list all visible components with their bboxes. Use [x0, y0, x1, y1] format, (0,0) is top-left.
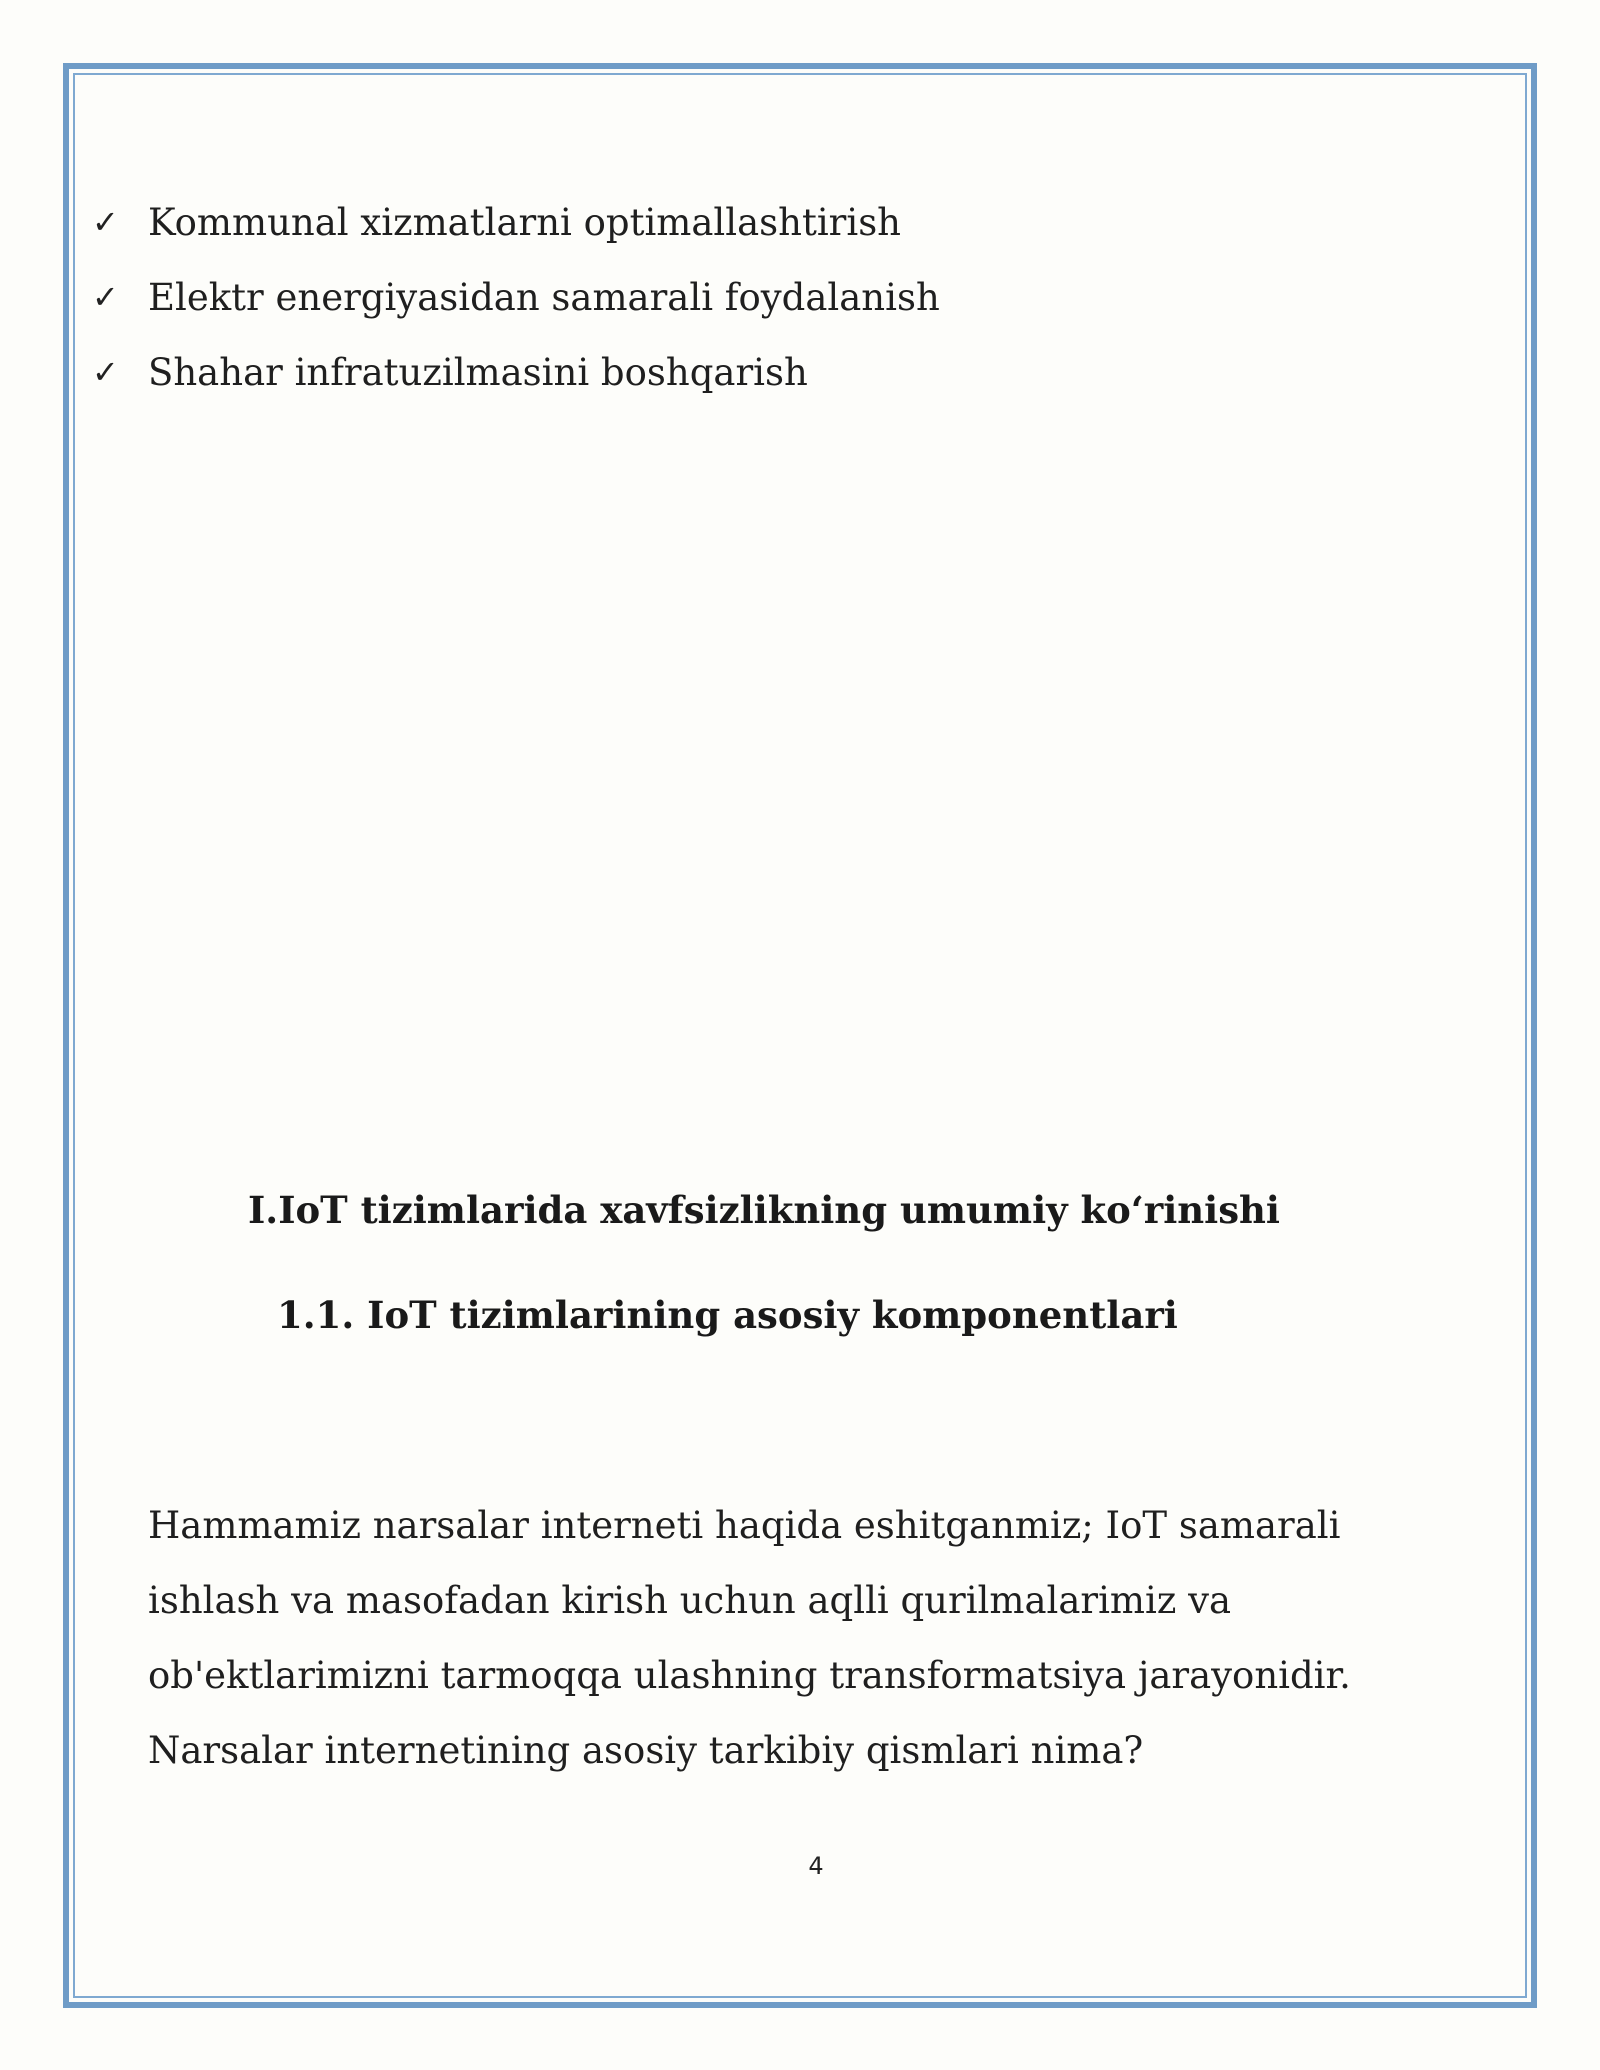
- checkmark-icon: ✓: [92, 278, 119, 316]
- list-item-label: Elektr energiyasidan samarali foydalanish: [148, 276, 940, 319]
- list-item-label: Shahar infratuzilmasini boshqarish: [148, 351, 808, 394]
- section-heading: 1.1. IoT tizimlarining asosiy komponentlari: [277, 1293, 1178, 1337]
- list-item-label: Kommunal xizmatlarni optimallashtirish: [148, 201, 902, 244]
- list-item: [92, 335, 940, 410]
- list-item: [92, 260, 940, 335]
- body-paragraph: Hammamiz narsalar interneti haqida eshitganmiz; IoT samarali ishlash va masofadan kirish uchun aqlli qurilmalarimiz va ob'ektlarimizni tarmoqqa ulashning transformatsiya jarayonidir. Narsalar internetining asosiy tarkibiy qismlari nima?: [148, 1504, 1351, 1772]
- checkmark-icon: ✓: [92, 353, 119, 391]
- checkmark-icon: ✓: [92, 203, 119, 241]
- checklist: [92, 185, 940, 410]
- chapter-heading: I.IoT tizimlarida xavfsizlikning umumiy ko‘rinishi: [248, 1188, 1280, 1232]
- page-number: 4: [808, 1852, 824, 1880]
- list-item: [92, 185, 940, 260]
